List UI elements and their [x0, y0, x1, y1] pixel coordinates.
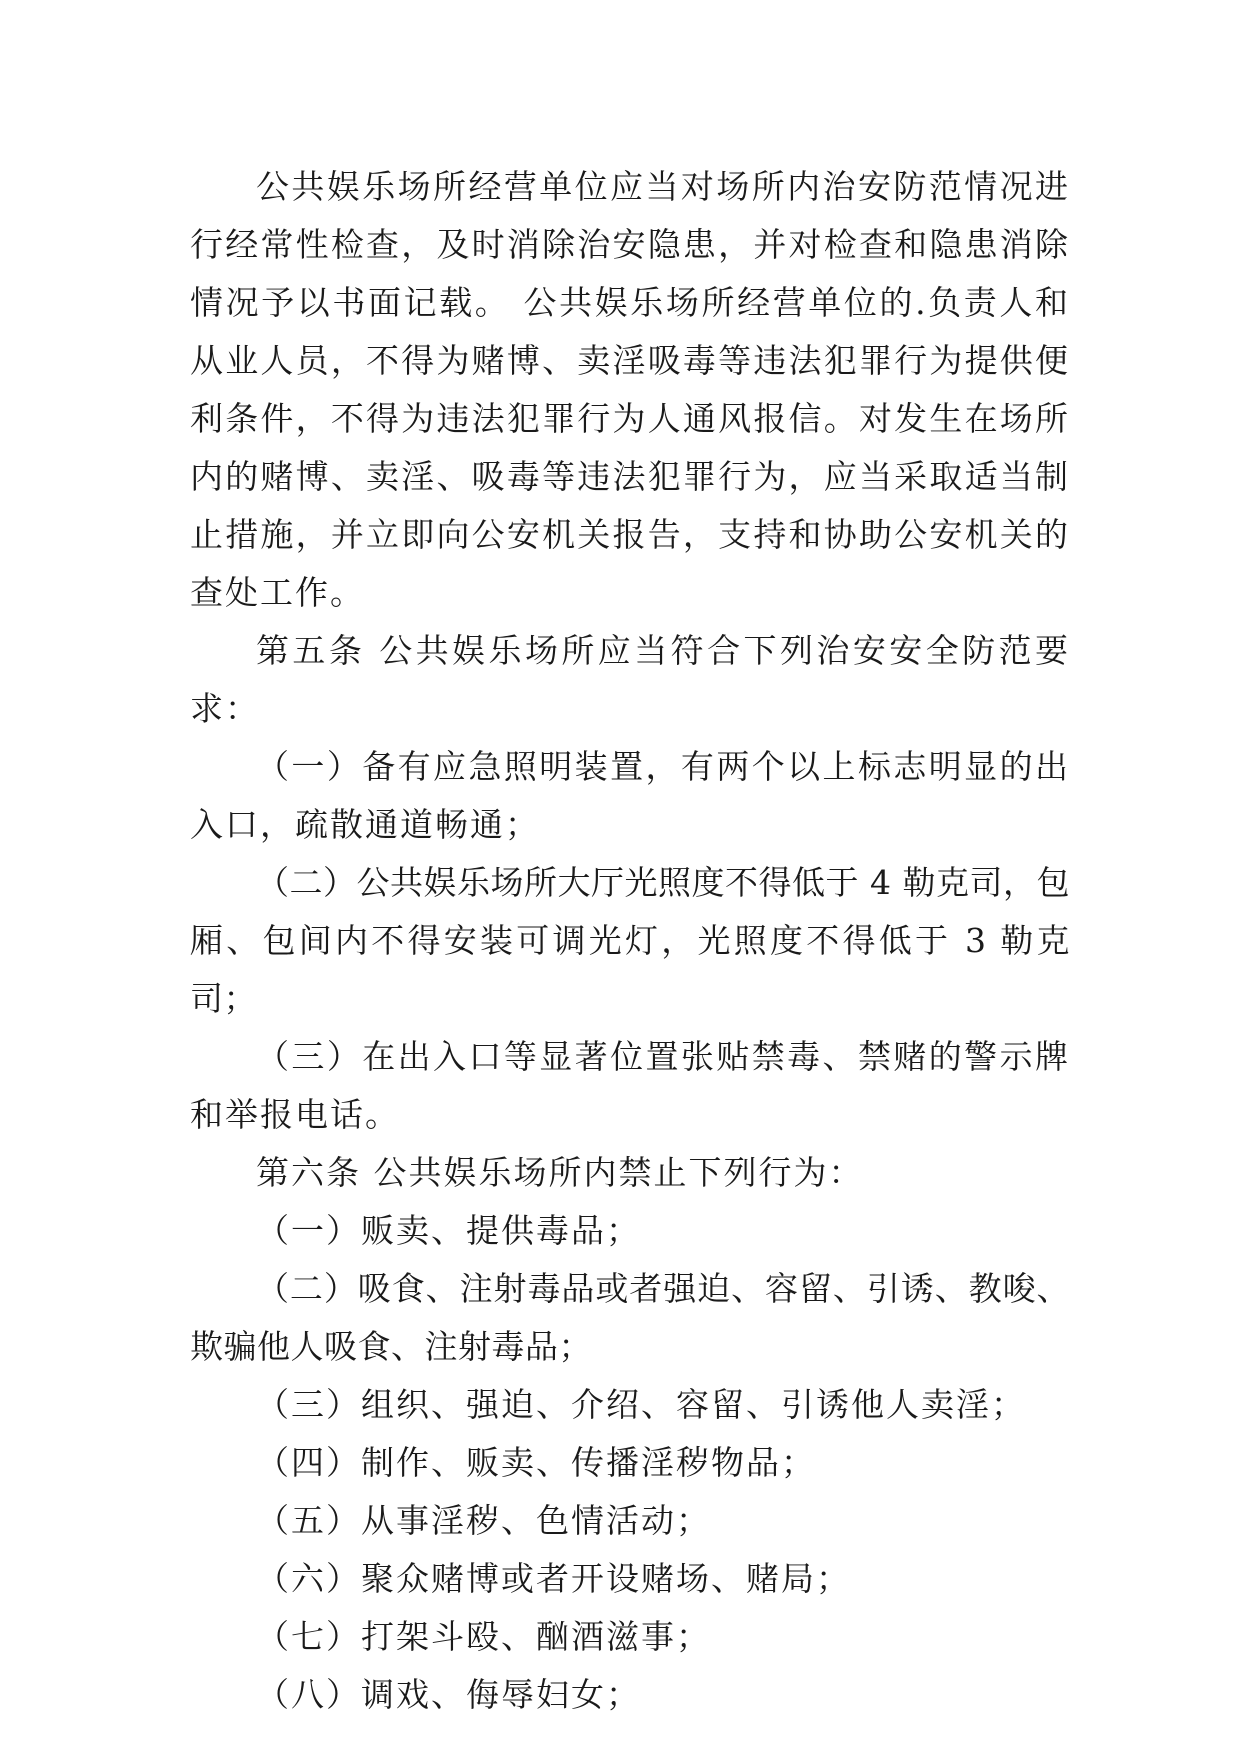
paragraph-article-5-item-3: （三）在出入口等显著位置张贴禁毒、禁赌的警示牌和举报电话。: [190, 1037, 1070, 1134]
document-body: [190, 158, 1070, 1724]
paragraph-article-6-item-6: （六）聚众赌博或者开设赌场、赌局；: [256, 1559, 851, 1598]
paragraph-article-5-item-1: （一）备有应急照明装置，有两个以上标志明显的出入口，疏散通道畅通；: [190, 747, 1070, 844]
paragraph-article-6-item-5: （五）从事淫秽、色情活动；: [256, 1501, 711, 1540]
paragraph-security-duties: 公共娱乐场所经营单位应当对场所内治安防范情况进行经常性检查，及时消除治安隐患，并对检查和隐患消除情况予以书面记载。 公共娱乐场所经营单位的.负责人和从业人员，不得为赌博、卖淫吸毒等违法犯罪行为提供便利条件，不得为违法犯罪行为人通风报信。对发生在场所内的赌博、卖淫、吸毒等违法犯罪行为，应当采取适当制止措施，并立即向公安机关报告，支持和协助公安机关的查处工作。: [190, 167, 1070, 612]
paragraph-article-6-item-1: （一）贩卖、提供毒品；: [256, 1211, 641, 1250]
paragraph-article-6-item-8: （八）调戏、侮辱妇女；: [256, 1675, 641, 1714]
paragraph-article-6-item-4: （四）制作、贩卖、传播淫秽物品；: [256, 1443, 816, 1482]
paragraph-article-6-item-7: （七）打架斗殴、酗酒滋事；: [256, 1617, 711, 1656]
paragraph-article-6-item-3: （三）组织、强迫、介绍、容留、引诱他人卖淫；: [256, 1385, 1026, 1424]
paragraph-article-5-item-2: （二）公共娱乐场所大厅光照度不得低于 4 勒克司，包厢、包间内不得安装可调光灯，光照度不得低于 3 勒克司；: [190, 863, 1070, 1018]
paragraph-article-6-item-2: （二）吸食、注射毒品或者强迫、容留、引诱、教唆、欺骗他人吸食、注射毒品；: [190, 1269, 1070, 1366]
paragraph-article-6: 第六条 公共娱乐场所内禁止下列行为：: [256, 1153, 864, 1192]
paragraph-article-5: 第五条 公共娱乐场所应当符合下列治安安全防范要求：: [190, 631, 1070, 728]
